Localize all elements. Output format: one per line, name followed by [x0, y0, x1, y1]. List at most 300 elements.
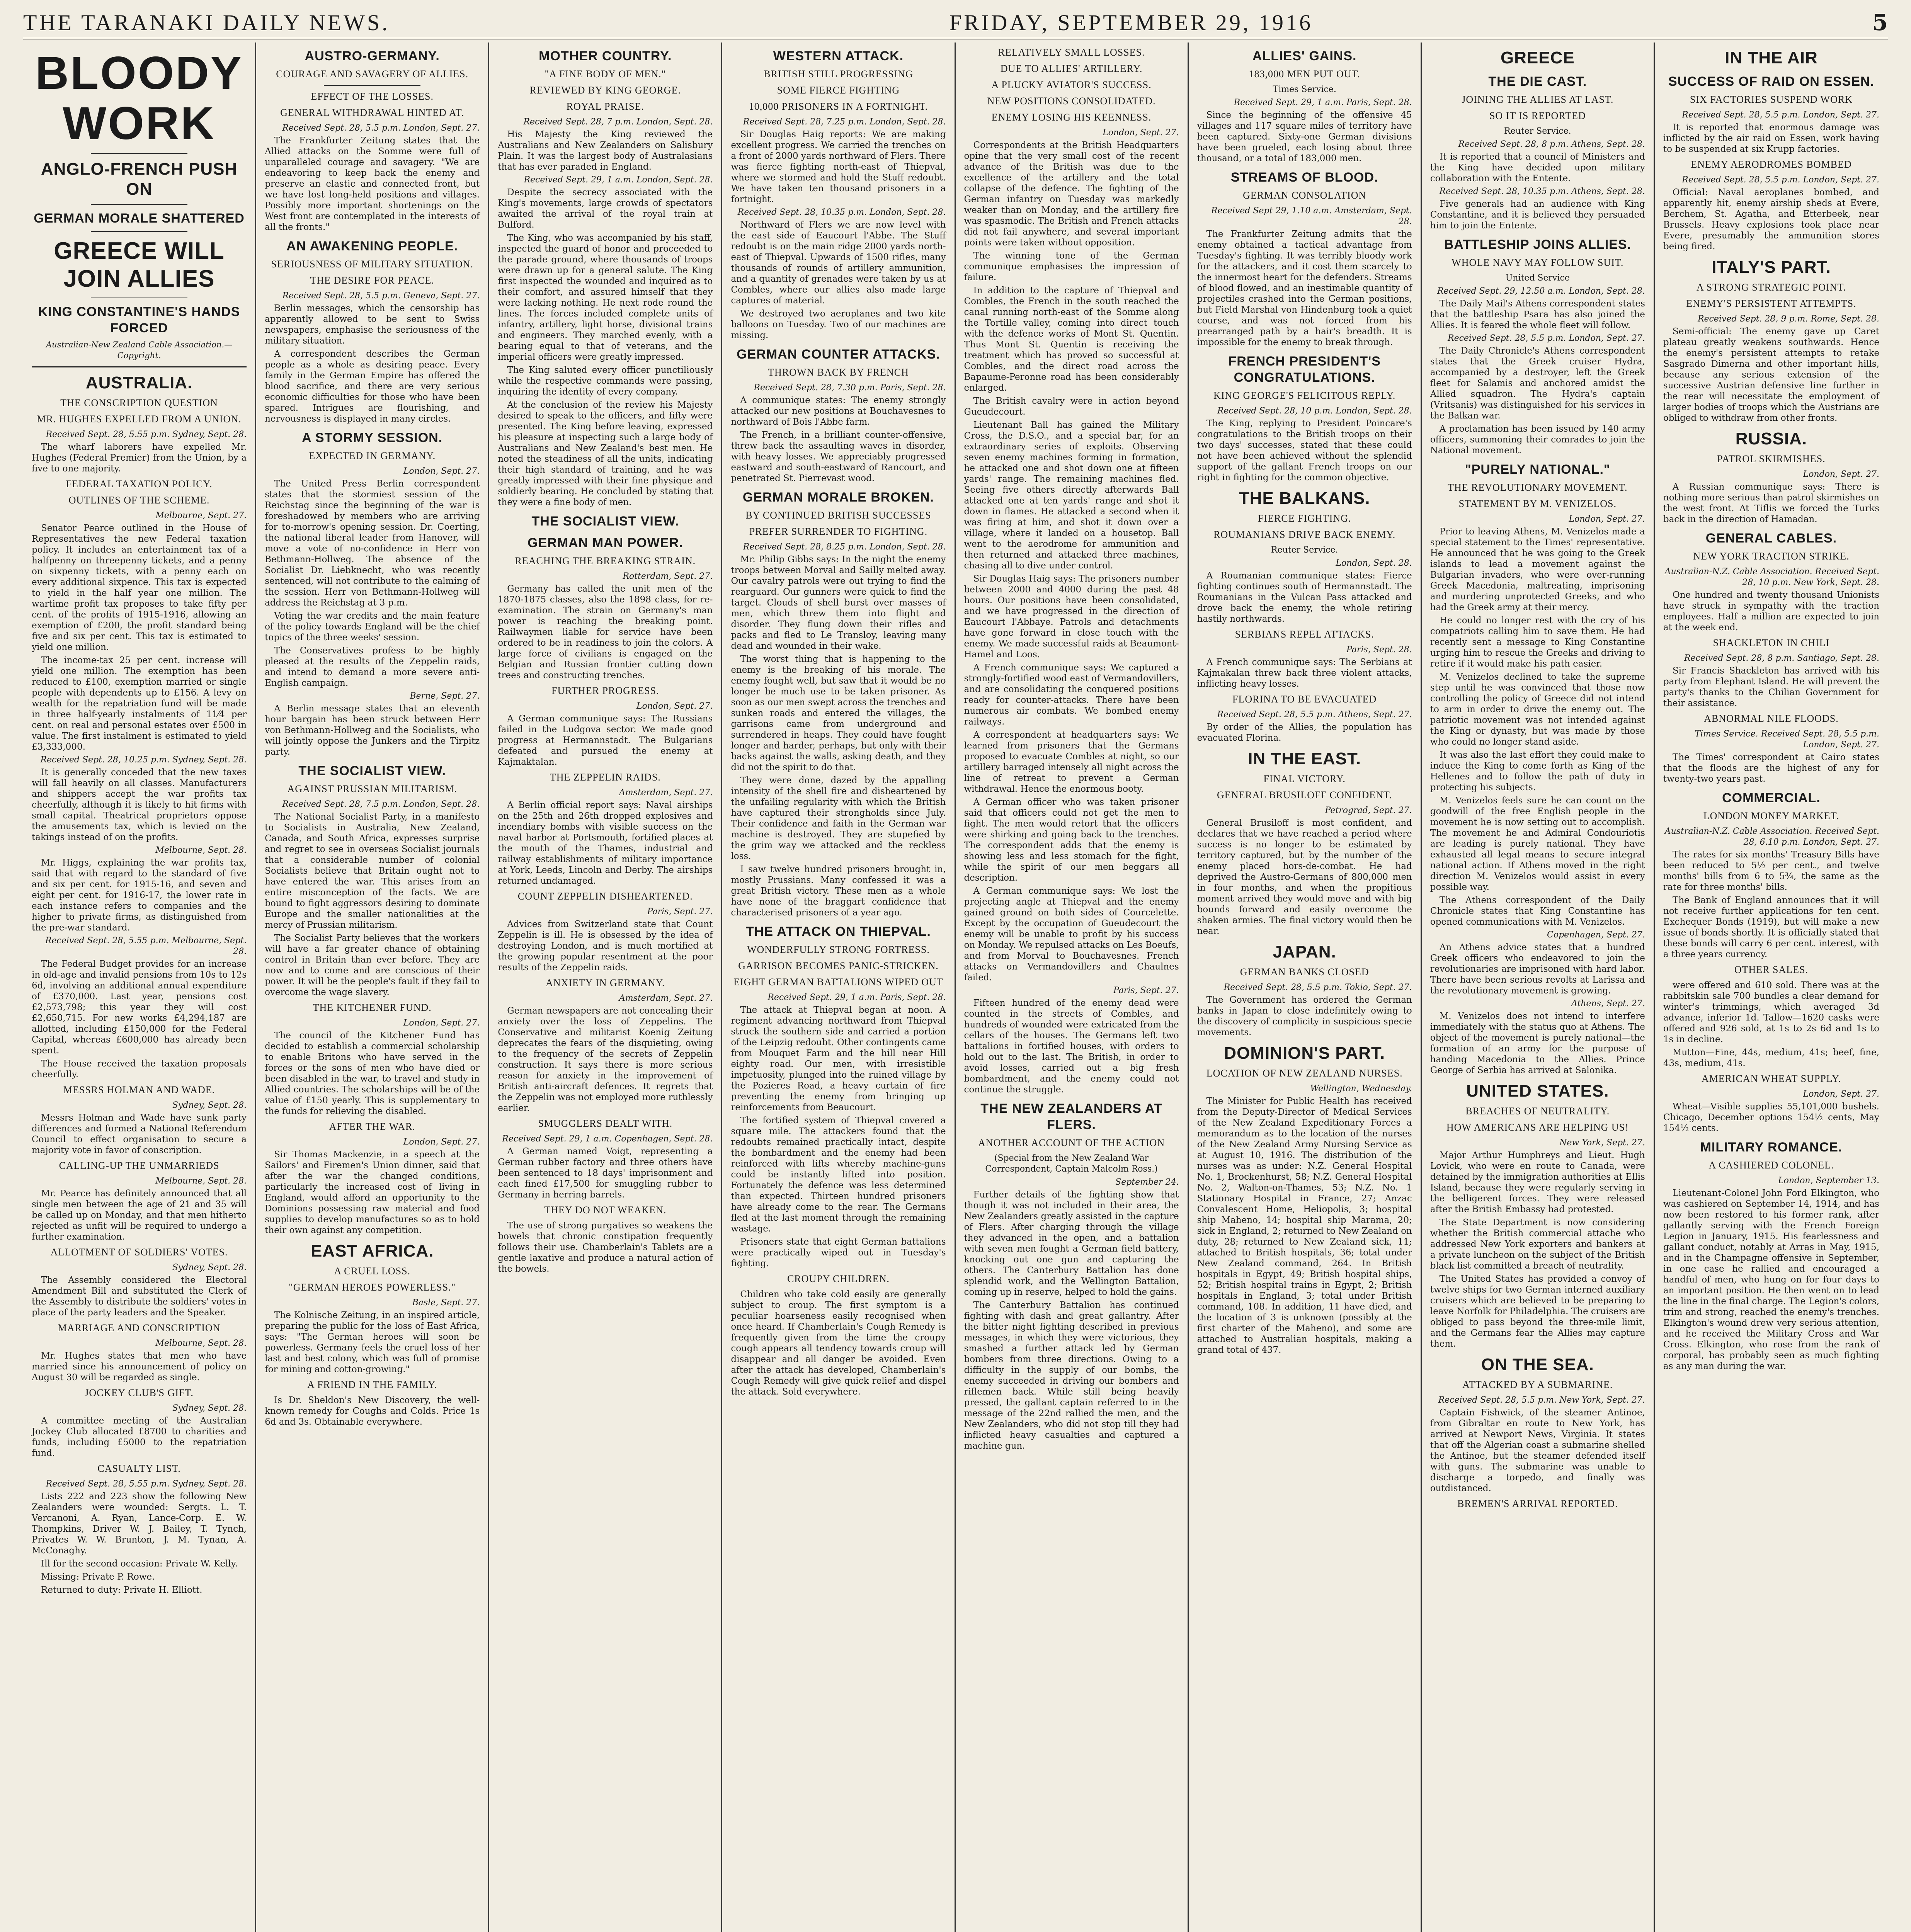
dateline: Received Sept. 28, 10.35 p.m. Athens, Sept. 28.: [1439, 187, 1645, 196]
dateline: London, Sept. 27.: [1569, 514, 1645, 524]
article-paragraph: The Daily Chronicle's Athens correspondent states that the Greek cruiser Hydra, accompanied by a destroyer, left the Greek fleet for Salamis and anchored amidst the Allied squadron. The Hydra's captain (Vritsanis) was distinguished for his services in the Balkan war.: [1430, 346, 1645, 421]
dateline: Received Sept. 28, 7.25 p.m. London, Sept. 28.: [743, 117, 946, 127]
article-paragraph: It is generally conceded that the new taxes will fall heavily on all classes. Manufacturers and shippers accept the war profits tax cheerfully, although it is likely to hit firms with small capital. Theatrical proprietors oppose the amusements tax, which is levied on the takings instead of on the profits.: [32, 767, 247, 842]
subhead: COURAGE AND SAVAGERY OF ALLIES.: [276, 68, 469, 80]
headline-deck: KING CONSTANTINE'S HANDS FORCED: [38, 304, 240, 335]
column-3: [489, 43, 722, 1932]
article-paragraph: He could no longer rest with the cry of his compatriots calling him to save them. He had recently sent a message to King Constantine urging him to rescue the Greeks and driving to retire if it would make his path easier.: [1430, 616, 1645, 669]
article-paragraph: Prior to leaving Athens, M. Venizelos made a special statement to the Times' representative. He announced that he was going to the Greek islands to lead a movement against the Bulgarian invaders, who were over-running Greek Macedonia, maltreating, imprisoning and murdering unprotected Greeks, and who had the Greek army at their mercy.: [1430, 527, 1645, 612]
dateline: Received Sept. 28, 5.55 p.m. Sydney, Sept. 28.: [46, 1479, 247, 1489]
subhead: BY CONTINUED BRITISH SUCCESSES: [745, 510, 931, 521]
dateline: Received Sept. 28, 5.5 p.m. London, Sept. 27.: [1448, 333, 1645, 343]
section-title: ITALY'S PART.: [1712, 258, 1831, 277]
subhead: BREMEN'S ARRIVAL REPORTED.: [1457, 1498, 1618, 1509]
article-paragraph: The Conservatives profess to be highly pleased at the results of the Zeppelin raids, and intend to demand a more severe anti-English campaign.: [265, 646, 480, 688]
article-paragraph: Lieutenant Ball has gained the Military Cross, the D.S.O., and a special bar, for an extraordinary series of exploits. Observing seven enemy machines forming in formation, he attacked one and shot down one at fifteen yards' range. The remaining machines fled. Seeing five others directly afterwards Ball attacked one at ten yards' range and shot it down in flames. He attacked a second when it was firing at him, and shot it down over a village, where it landed on a housetop. Ball went to the aerodrome for ammunition and then returned and attacked three machines, chasing all to dive under control.: [964, 420, 1179, 571]
dateline: Received Sept. 29, 1 a.m. Paris, Sept. 28.: [1234, 98, 1412, 107]
article-paragraph: A German named Voigt, representing a German rubber factory and three others have been sentenced to 18 days' imprisonment and each fined £17,500 for smuggling rubber to Germany in herring barrels.: [498, 1146, 713, 1200]
article-paragraph: The King, replying to President Poincare's congratulations to the British troops on their two days' successes, stated that these could not have been achieved without the splendid support of the gallant French troops on our right in fighting for the common objective.: [1197, 418, 1412, 483]
article-paragraph: Returned to duty: Private H. Elliott.: [41, 1585, 203, 1595]
article-paragraph: Northward of Flers we are now level with the east side of Eaucourt l'Abbe. The Stuff redoubt is on the main ridge 2000 yards north-east of Thiepval. Upwards of 1500 rifles, many thousands of rounds of artillery ammunition, and a quantity of grenades were taken by us at Combles, where our allies also made large captures of material.: [731, 220, 946, 306]
article-paragraph: A French communique says: We captured a strongly-fortified wood east of Vermandovillers, and are consolidating the conquered positions ready for counter-attacks. There have been numerous air combats. We bombed enemy railways.: [964, 663, 1179, 727]
article-paragraph: I saw twelve hundred prisoners brought in, mostly Prussians. Many confessed it was a great British victory. These men as a whole have none of the braggart confidence that characterised prisoners of a year ago.: [731, 864, 946, 918]
dateline: Copenhagen, Sept. 27.: [1547, 930, 1645, 940]
subhead: PATROL SKIRMISHES.: [1717, 453, 1826, 464]
dateline: Received Sept. 28, 5.5 p.m. Geneva, Sept. 27.: [282, 291, 480, 301]
article-paragraph: were offered and 610 sold. There was at the rabbitskin sale 700 bundles a clear demand for winter's trimmings, which averaged 3d advance, inferior 1d. Tallow—1620 casks were offered and 926 sold, at 1s to 2s 6d and 1s to 1s in decline.: [1663, 980, 1879, 1044]
issue-date: FRIDAY, SEPTEMBER 29, 1916: [949, 10, 1313, 35]
subhead: SHACKLETON IN CHILI: [1713, 637, 1830, 648]
subhead: ALLOTMENT OF SOLDIERS' VOTES.: [50, 1247, 228, 1258]
article-paragraph: A correspondent describes the German people as a whole as desiring peace. Every family in the German Empire has offered the blood sacrifice, and there are very serious economic difficulties for those who have been spared. Intrigues are flourishing, and nervousness is displayed in many circles.: [265, 349, 480, 424]
article-paragraph: The Frankfurter Zeitung admits that the enemy obtained a tactical advantage from Tuesday's fighting. It was terribly bloody work for the attackers, and it cost them scarcely to the innermost heart for the defenders. Streams of blood flowed, and an inestimable quantity of projectiles crashed into the German positions, but Field Marshal von Hindenburg took a quiet course, and was not forced from his prearranged path by a hair's breadth. It is impossible for the enemy to break through.: [1197, 229, 1412, 347]
dateline: Received Sept. 28, 7 p.m. London, Sept. 28.: [523, 117, 713, 127]
article-paragraph: Mr. Higgs, explaining the war profits tax, said that with regard to the standard of five and six per cent. for 1915-16, and seven and eight per cent. for 1916-17, the lower rate in each instance refers to companies and the higher to private firms, as distinguished from the pre-war standard.: [32, 858, 247, 933]
dateline: Amsterdam, Sept. 27.: [619, 788, 713, 798]
section-title: AUSTRO-GERMANY.: [305, 49, 440, 63]
article-paragraph: The Daily Mail's Athens correspondent states that the battleship Psara has also joined the Allies. It is feared the whole fleet will follow.: [1430, 299, 1645, 330]
subhead: ANXIETY IN GERMANY.: [546, 977, 665, 988]
section-title: MOTHER COUNTRY.: [539, 49, 672, 63]
section-title: RUSSIA.: [1735, 429, 1807, 448]
section-title: DOMINION'S PART.: [1224, 1044, 1385, 1063]
article-paragraph: The Socialist Party believes that the workers will have a far greater chance of obtaining control in Britain than ever before. They are now and to come and are conscious of their power. It will be the people's fault if they fail to overcome the wage slavery.: [265, 933, 480, 997]
article-paragraph: The Federal Budget provides for an increase in old-age and invalid pensions from 10s to 12s 6d, involving an additional annual expenditure of £370,000. Last year, pensions cost £2,573,798; this year they will cost £2,650,715. For new works £4,294,187 are allotted, including £150,000 for the Federal Capital, whereas £600,000 has already been spent.: [32, 959, 247, 1056]
article-paragraph: Major Arthur Humphreys and Lieut. Hugh Lovick, who were en route to Canada, were detained by the immigration authorities at Ellis Island, because they were regularly serving in the belligerent forces. They were released after the British Embassy had protested.: [1430, 1150, 1645, 1214]
dateline: Paris, Sept. 28.: [1346, 645, 1412, 655]
service-credit: Reuter Service.: [1504, 126, 1571, 136]
divider: [324, 85, 420, 86]
section-title: ON THE SEA.: [1481, 1355, 1594, 1374]
section-title: THE DIE CAST.: [1488, 74, 1587, 89]
article-paragraph: Lieutenant-Colonel John Ford Elkington, who was cashiered on September 14, 1914, and has now been restored to his former rank, after gallantly serving with the French Foreign Legion in January, 1915. His fearlessness and gallant conduct, notably at Arras in May, 1915, and in the Champagne offensive in September, in one case he rallied and encouraged a handful of men, who hung on for four days to an important position. He then went on to lead the line in the final charge. The Legion's colors, trim and strong, reached the enemy's trenches. Elkington's wound drew very serious attention, and he received the Military Cross and War Cross. Elkington, who rose from the rank of corporal, has probably seen as much fighting as any man during the war.: [1663, 1188, 1879, 1371]
section-title: IN THE AIR: [1725, 48, 1818, 67]
section-title: THE NEW ZEALANDERS AT FLERS.: [980, 1101, 1162, 1132]
article-paragraph: We destroyed two aeroplanes and two kite balloons on Tuesday. Two of our machines are missing.: [731, 309, 946, 340]
subhead: ROUMANIANS DRIVE BACK ENEMY.: [1213, 529, 1396, 540]
article-paragraph: The Bank of England announces that it will not receive further applications for ten cent. Exchequer Bonds (1919), but will make a new issue of bonds shortly. It is officially stated that these bonds will carry 6 per cent. interest, with a three years currency.: [1663, 895, 1879, 959]
subhead: SERIOUSNESS OF MILITARY SITUATION.: [271, 259, 473, 270]
dateline: London, Sept. 27.: [1803, 469, 1879, 479]
dateline: Received Sept. 28, 10 p.m. London, Sept. 28.: [1217, 406, 1412, 416]
subhead: THE REVOLUTIONARY MOVEMENT.: [1448, 482, 1628, 493]
article-paragraph: Despite the secrecy associated with the King's movements, large crowds of spectators awaited the arrival of the royal train at Bulford.: [498, 187, 713, 230]
dateline: London, Sept. 27.: [636, 701, 713, 711]
subhead: NEW YORK TRACTION STRIKE.: [1693, 551, 1850, 562]
article-paragraph: The council of the Kitchener Fund has decided to establish a commercial scholarship to enable Britons who have served in the forces or the sons of men who have died or been disabled in the war, to travel and study in Allied countries. The scholarships will be of the value of £150 yearly. This is supplementary to the funds for relieving the disabled.: [265, 1031, 480, 1116]
divider: [91, 153, 187, 154]
subhead: STATEMENT BY M. VENIZELOS.: [1458, 498, 1617, 509]
article-paragraph: It was also the last effort they could make to induce the King to come forth as King of the Hellenes and to follow the path of duty in protecting his subjects.: [1430, 750, 1645, 793]
dateline: Received Sept. 28, 8 p.m. Athens, Sept. 28.: [1458, 139, 1645, 149]
section-title: COMMERCIAL.: [1722, 791, 1821, 805]
section-title: WESTERN ATTACK.: [773, 49, 904, 63]
subhead: AMERICAN WHEAT SUPPLY.: [1701, 1073, 1841, 1084]
dateline: Australian-N.Z. Cable Association. Received Sept. 28, 10 p.m. New York, Sept. 28.: [1664, 567, 1879, 587]
dateline: London, Sept. 28.: [1336, 558, 1412, 568]
article-paragraph: The King saluted every officer punctiliously while the respective commands were passing, inquiring the identity of every company.: [498, 365, 713, 397]
subhead: LONDON MONEY MARKET.: [1703, 810, 1840, 821]
dateline: London, Sept. 27.: [403, 1018, 480, 1028]
article-paragraph: They were done, dazed by the appalling intensity of the shell fire and disheartened by the unfailing regularity with which the British have captured their strongholds since July. Their confidence and faith in the German war machine is destroyed. They are stupefied by the grim way we attacked and the reckless loss.: [731, 776, 946, 861]
dateline: Received Sept. 28, 8.25 p.m. London, Sept. 28.: [743, 542, 946, 552]
advertisement: The use of strong purgatives so weakens the bowels that chronic constipation frequently follows their use. Chamberlain's Tablets are a gentle laxative and produce a natural action of the bowels.: [498, 1221, 713, 1274]
subhead: FLORINA TO BE EVACUATED: [1232, 694, 1377, 705]
subhead: PREFER SURRENDER TO FIGHTING.: [749, 526, 928, 537]
subhead: GERMAN CONSOLATION: [1243, 190, 1366, 201]
dateline: New York, Sept. 27.: [1559, 1138, 1645, 1148]
article-paragraph: M. Venizelos declined to take the supreme step until he was convinced that those now controlling the policy of Greece did not intend to arm in order to drive the enemy out. The patriotic movement was not intended against the King or dynasty, but was made by those who could no longer stand aside.: [1430, 672, 1645, 747]
dateline: Received Sept. 28, 10.35 p.m. London, Sept. 28.: [737, 207, 946, 217]
article-paragraph: General Brusiloff is most confident, and declares that we have reached a period where success is no longer to be estimated by territory captured, but by the number of the enemy placed hors-de-combat. He had deprived the Austro-Germans of 800,000 men in four months, and when the propitious moment arrived they would move and with big bounds forward and easily overcome the shaken armies. The final victory would then be near.: [1197, 818, 1412, 936]
masthead: [23, 7, 1888, 39]
dateline: Received Sept. 29, 1 a.m. Paris, Sept. 28.: [767, 993, 946, 1002]
service-credit: Times Service.: [1273, 85, 1336, 94]
article-paragraph: One hundred and twenty thousand Unionists have struck in sympathy with the traction employees. Half a million are expected to join at the week end.: [1663, 590, 1879, 633]
subhead: JOCKEY CLUB'S GIFT.: [85, 1387, 194, 1398]
dateline: Melbourne, Sept. 27.: [155, 511, 247, 520]
article-paragraph: The State Department is now considering whether the British commercial attache who addressed New York exporters and bankers at a private luncheon on the subject of the British black list committed a breach of neutrality.: [1430, 1218, 1645, 1271]
article-paragraph: In addition to the capture of Thiepval and Combles, the French in the south reached the canal running north-east of the Somme along the Tortille valley, coming into direct touch with the defence works of Mont St. Quentin. Thus Mont St. Quentin is receiving the treatment which has proved so successful at Combles, and the direct road across the Bapaume-Peronne road has been considerably enlarged.: [964, 286, 1179, 393]
dateline: Australian-N.Z. Cable Association. Received Sept. 28, 6.10 p.m. London, Sept. 27.: [1664, 827, 1879, 847]
article-paragraph: Ill for the second occasion: Private W. Kelly.: [41, 1559, 238, 1569]
dateline: Amsterdam, Sept. 27.: [619, 993, 713, 1003]
dateline: Melbourne, Sept. 28.: [155, 845, 247, 855]
section-title: BATTLESHIP JOINS ALLIES.: [1444, 237, 1631, 252]
subhead: A FRIEND IN THE FAMILY.: [307, 1379, 437, 1390]
subhead: DUE TO ALLIES' ARTILLERY.: [1000, 63, 1143, 74]
subhead: FURTHER PROGRESS.: [551, 685, 659, 696]
dateline: London, Sept. 27.: [403, 466, 480, 476]
subhead: OUTLINES OF THE SCHEME.: [68, 495, 210, 506]
subhead: ATTACKED BY A SUBMARINE.: [1462, 1379, 1613, 1390]
article-paragraph: An Athens advice states that a hundred Greek officers who endeavored to join the revolutionaries are imprisoned with hard labor. There have been serious revolts at Larissa and the revolutionary movement is growing.: [1430, 942, 1645, 996]
divider: [91, 204, 187, 205]
section-title: AN AWAKENING PEOPLE.: [286, 239, 458, 253]
dateline: Received Sept. 28, 5.5 p.m. London, Sept. 27.: [1682, 175, 1879, 185]
headline-deck: GREECE WILL JOIN ALLIES: [54, 238, 225, 292]
subhead: EIGHT GERMAN BATTALIONS WIPED OUT: [733, 976, 943, 988]
subhead: A CASHIERED COLONEL.: [1708, 1160, 1834, 1171]
divider: [32, 366, 247, 367]
article-paragraph: Since the beginning of the offensive 45 villages and 117 square miles of territory have been captured. Sixty-one German divisions have been grueled, each losing about three thousand, or a total of 183,000 men.: [1197, 110, 1412, 163]
subhead: FEDERAL TAXATION POLICY.: [66, 478, 213, 490]
subhead: THE CONSCRIPTION QUESTION: [60, 397, 218, 408]
subhead: LOCATION OF NEW ZEALAND NURSES.: [1206, 1068, 1403, 1079]
subhead: "A FINE BODY OF MEN.": [545, 68, 666, 80]
article-paragraph: A Russian communique says: There is nothing more serious than patrol skirmishes on the west front. At Tiflis we forced the Turks back in the direction of Hamadan.: [1663, 482, 1879, 524]
subhead: GENERAL WITHDRAWAL HINTED AT.: [280, 107, 465, 118]
article-paragraph: The Assembly considered the Electoral Amendment Bill and substituted the Clerk of the Assembly to distribute the soldiers' votes in place of the party leaders and the Speaker.: [32, 1275, 247, 1318]
dateline: Received Sept. 28, 5.55 p.m. Sydney, Sept. 28.: [46, 430, 247, 439]
dateline: September 24.: [1115, 1177, 1179, 1187]
dateline: Wellington, Wednesday.: [1310, 1084, 1412, 1094]
subhead: THE KITCHENER FUND.: [313, 1002, 432, 1013]
dateline: Received Sept. 28, 9 p.m. Rome, Sept. 28.: [1697, 314, 1879, 324]
article-paragraph: Five generals had an audience with King Constantine, and it is believed they persuaded him to join the Entente.: [1430, 199, 1645, 231]
section-title: JAPAN.: [1273, 942, 1336, 961]
subhead: BRITISH STILL PROGRESSING: [764, 68, 913, 80]
article-paragraph: Sir Douglas Haig reports: We are making excellent progress. We carried the trenches on a front of 2000 yards northward of Flers. There was fierce fighting north-east of Thiepval, where we stormed and hold the Stuff redoubt. We have taken ten thousand prisoners in a fortnight.: [731, 129, 946, 204]
article-paragraph: The United Press Berlin correspondent states that the stormiest session of the Reichstag since the beginning of the war is foreshadowed by members who are arriving for to-morrow's opening session. Dr. Coerting, the national liberal leader from Hanover, will move a vote of no-confidence in Herr von Bethmann-Hollweg. The absence of the Socialist Dr. Liebknecht, who was recently sentenced, will not contribute to the calming of the session. Herr von Bethmann-Hollweg will address the Reichstag at 3 p.m.: [265, 479, 480, 608]
column-4: [722, 43, 955, 1932]
dateline: Rotterdam, Sept. 27.: [623, 571, 713, 581]
section-title: "PURELY NATIONAL.": [1465, 462, 1611, 477]
dateline: Received Sept. 28, 5.55 p.m. Melbourne, Sept. 28.: [45, 936, 247, 956]
subhead: 183,000 MEN PUT OUT.: [1249, 68, 1360, 80]
section-title: THE SOCIALIST VIEW.: [298, 764, 446, 778]
article-paragraph: The Frankfurter Zeitung states that the Allied attacks on the Somme were full of unparalleled courage and savagery. "We are endeavoring to keep back the enemy and preserve an elastic and connected front, but we have lost long-held positions and villages. Possibly more important shortenings on the West front are contemplated in the interests of all the fronts.": [265, 136, 480, 232]
dateline: Received Sept. 28, 5.5 p.m. London, Sept. 27.: [282, 123, 480, 133]
subhead: EFFECT OF THE LOSSES.: [311, 91, 434, 102]
subhead: SO IT IS REPORTED: [1489, 110, 1586, 121]
dateline: Received Sept. 28, 8 p.m. Santiago, Sept. 28.: [1684, 653, 1879, 663]
column-7: [1422, 43, 1655, 1932]
subhead: A STRONG STRATEGIC POINT.: [1696, 282, 1846, 293]
article-paragraph: Mr. Pearce has definitely announced that all single men between the age of 21 and 35 will be called up on Monday, and that men hitherto rejected as unfit will be required to undergo a further examination.: [32, 1189, 247, 1242]
subhead: GARRISON BECOMES PANIC-STRICKEN.: [738, 960, 939, 971]
subhead: ABNORMAL NILE FLOODS.: [1704, 713, 1839, 724]
dateline: London, Sept. 27.: [1103, 128, 1179, 138]
article-paragraph: M. Venizelos does not intend to interfere immediately with the status quo at Athens. The object of the movement is purely national—the formation of an army for the purpose of handing Macedonia to the Allies. Prince George of Serbia has arrived at Salonika.: [1430, 1011, 1645, 1075]
section-title: THE SOCIALIST VIEW.: [531, 514, 679, 529]
divider: [91, 231, 187, 232]
column-5: [956, 43, 1189, 1932]
section-title: A STORMY SESSION.: [302, 430, 443, 445]
service-credit: Reuter Service.: [1271, 545, 1338, 555]
article-paragraph: Correspondents at the British Headquarters opine that the very small cost of the recent advance of the British was due to the excellence of the artillery and the total collapse of the defence. The fighting of the German infantry on Tuesday was markedly weaker than on Monday, and the artillery fire was spasmodic. The British and French attacks did not fail anywhere, and several important points were taken without opposition.: [964, 140, 1179, 248]
section-title: UNITED STATES.: [1466, 1082, 1609, 1100]
article-paragraph: Mr. Hughes states that men who have married since his announcement of policy on August 30 will be regarded as single.: [32, 1351, 247, 1383]
newspaper-columns: [23, 43, 1888, 1932]
subhead: WHOLE NAVY MAY FOLLOW SUIT.: [1452, 257, 1624, 268]
dateline: Received Sept. 28, 7.5 p.m. London, Sept. 28.: [282, 799, 480, 809]
article-paragraph: The Canterbury Battalion has continued fighting with dash and great gallantry. After the bitter night fighting described in previous messages, in which they were victorious, they smashed a further attack led by German bombers from three directions. Owing to a difficulty in the supply of our bombs, the enemy succeeded in driving our bombers and riflemen back. While still being heavily pressed, the gallant captain referred to in the message of the 22nd rallied the men, and the New Zealanders, who did not stop till they had inflicted heavy casualties and captured a machine gun.: [964, 1300, 1179, 1451]
subhead: 10,000 PRISONERS IN A FORTNIGHT.: [749, 101, 928, 112]
article-paragraph: A Berlin message states that an eleventh hour bargain has been struck between Herr von Bethmann-Hollweg and the Socialists, who will jointly oppose the Junkers and the Tirpitz party.: [265, 704, 480, 757]
subhead: "GERMAN HEROES POWERLESS.": [289, 1282, 456, 1293]
dateline: Paris, Sept. 27.: [647, 907, 713, 917]
subhead: AFTER THE WAR.: [329, 1121, 415, 1132]
column-8: [1655, 43, 1888, 1932]
section-title: THE ATTACK ON THIEPVAL.: [746, 924, 931, 939]
article-paragraph: Sir Douglas Haig says: The prisoners number between 2000 and 4000 during the past 48 hours. Our positions have been consolidated, and we have progressed in the direction of Eaucourt l'Abbaye. Patrols and detachments have gone forward in close touch with the enemy. We made successful raids at Beaumont-Hamel and Loos.: [964, 574, 1179, 660]
article-paragraph: Berlin messages, which the censorship has apparently allowed to be sent to Swiss newspapers, emphasise the seriousness of the military situation.: [265, 303, 480, 346]
article-paragraph: The Athens correspondent of the Daily Chronicle states that King Constantine has opened communications with M. Venizelos.: [1430, 895, 1645, 927]
article-paragraph: The attack at Thiepval began at noon. A regiment advancing northward from Thiepval struck the southern side and carried a portion of the Leipzig redoubt. Other contingents came from Mouquet Farm and the hill near Hill eighty road. Our men, with irresistible impetuosity, plunged into the ruined village by the Pozieres Road, a heavy curtain of fire preventing the enemy from bringing up reinforcements from Beaucourt.: [731, 1005, 946, 1112]
subhead: OTHER SALES.: [1734, 964, 1808, 975]
subhead: WONDERFULLY STRONG FORTRESS.: [747, 944, 930, 955]
dateline: London, Sept. 27.: [403, 1137, 480, 1147]
subhead: ROYAL PRAISE.: [566, 101, 644, 112]
article-paragraph: It is reported that enormous damage was inflicted by the air raid on Essen, work having to be suspended at six Krupp factories.: [1663, 122, 1879, 154]
main-headline: BLOODY WORK: [35, 47, 243, 149]
section-title: AUSTRALIA.: [85, 373, 193, 392]
subhead: COUNT ZEPPELIN DISHEARTENED.: [517, 891, 693, 902]
subhead: THROWN BACK BY FRENCH: [768, 367, 909, 378]
section-title: ALLIES' GAINS.: [1252, 49, 1357, 63]
section-title: EAST AFRICA.: [311, 1242, 434, 1260]
article-paragraph: A German communique says: We lost the projecting angle at Thiepval and the enemy gained ground on both sides of Courcelette. Except by the occupation of Gueudecourt the enemy will be unable to profit by his success on Monday. We repulsed attacks on Les Boeufs, and from Morval to Bouchavesnes. French attacks on Vermandovillers and Chaulnes failed.: [964, 886, 1179, 983]
article-paragraph: The Government has ordered the German banks in Japan to close indefinitely owing to the discovery of complicity in suspicious specie movements.: [1197, 995, 1412, 1037]
article-paragraph: A French communique says: The Serbians at Kajmakalan threw back three violent attacks, inflicting heavy losses.: [1197, 657, 1412, 689]
section-title: GERMAN MORALE BROKEN.: [742, 490, 934, 505]
subhead: GERMAN BANKS CLOSED: [1240, 966, 1369, 978]
article-paragraph: A German officer who was taken prisoner said that officers could not get the men to fight. The men would retort that the officers were shirking and going back to the trenches. The correspondent adds that the enemy is showing less and less stomach for the fight, while the spirit of our men beggars all description.: [964, 797, 1179, 883]
dateline: London, September 13.: [1778, 1176, 1879, 1185]
section-title: MILITARY ROMANCE.: [1700, 1140, 1843, 1155]
article-paragraph: M. Venizelos feels sure he can count on the goodwill of the free English people in the movement he is now setting out to accomplish. The movement he and Admiral Condouriotis are leading is purely national. They have exhausted all legal means to secure integral national action. If Athens moved in the right direction M. Venizelos would assist in every possible way.: [1430, 796, 1645, 892]
article-paragraph: Wheat—Visible supplies 55,101,000 bushels. Chicago, December options 154½ cents, May 154½ cents.: [1663, 1102, 1879, 1133]
subhead: RELATIVELY SMALL LOSSES.: [998, 47, 1145, 58]
dateline: Melbourne, Sept. 28.: [155, 1176, 247, 1186]
copyright-credit: Australian-New Zealand Cable Association.—Copyright.: [46, 340, 233, 360]
subhead: REACHING THE BREAKING STRAIN.: [515, 555, 696, 566]
article-paragraph: German newspapers are not concealing their anxiety over the loss of Zeppelins. The Conservative and militarist Koenig Zeitung deprecates the fears of the disquieting, owing to the frequency of the secrets of Zeppelin construction. It says there is more serious reason for anxiety in the improvement of British anti-aircraft defences. It regrets that the Zeppelin was not employed more ruthlessly earlier.: [498, 1006, 713, 1113]
article-paragraph: A Berlin official report says: Naval airships on the 25th and 26th dropped explosives and incendiary bombs with visible success on the naval harbor at Portsmouth, fortified places at the mouth of the Thames, industrial and railway establishments of military importance at York, Leeds, Lincoln and Derby. The airships returned undamaged.: [498, 800, 713, 886]
dateline: Received Sept. 28, 5.5 p.m. London, Sept. 27.: [1682, 110, 1879, 120]
dateline: Basle, Sept. 27.: [412, 1298, 480, 1308]
article-paragraph: It is reported that a council of Ministers and the King have decided upon military collaboration with the Entente.: [1430, 152, 1645, 184]
article-paragraph: By order of the Allies, the population has evacuated Florina.: [1197, 722, 1412, 743]
column-2: [256, 43, 489, 1932]
headline-deck: ANGLO-FRENCH PUSH ON: [41, 160, 238, 199]
dateline: Times Service. Received Sept. 28, 5.5 p.m. London, Sept. 27.: [1695, 729, 1879, 750]
article-paragraph: The Kolnische Zeitung, in an inspired article, preparing the public for the loss of East Africa, says: "The German heroes will soon be powerless. Germany feels the cruel loss of her last and best colony, which was full of promise for mining and cotton-growing.": [265, 1310, 480, 1374]
subhead: THEY DO NOT WEAKEN.: [544, 1204, 667, 1216]
subhead: SOME FIERCE FIGHTING: [777, 85, 900, 96]
article-paragraph: The income-tax 25 per cent. increase will yield one million. The exemption has been reduced to £100, exemption married or single people with dependents up to £156. A levy on wealth for the repatriation fund will be made in three half-yearly instalments of 11⁄4 per cent. on real and personal estates over £500 in value. The first instalment is estimated to yield £3,333,000.: [32, 655, 247, 752]
dateline: Sydney, Sept. 28.: [172, 1100, 247, 1110]
subhead: NEW POSITIONS CONSOLIDATED.: [987, 95, 1156, 107]
article-paragraph: A proclamation has been issued by 140 army officers, summoning their comrades to join the National movement.: [1430, 424, 1645, 456]
dateline: Received Sept. 28, 10.25 p.m. Sydney, Sept. 28.: [40, 755, 247, 765]
article-paragraph: At the conclusion of the review his Majesty desired to speak to the officers, and fifty were presented. The King before leaving, expressed his pleasure at inspecting such a large body of Australians and New Zealand's best men. He noted the steadiness of all the units, indicating their high standard of training, and he was greatly impressed with their fine physique and soldierly bearing. He concluded by stating that they were a fine body of men.: [498, 400, 713, 507]
article-paragraph: Lists 222 and 223 show the following New Zealanders were wounded: Sergts. L. T. Vercanoni, A. Ryan, Lance-Corp. E. W. Thompkins, Driver W. J. Bailey, T. Tynch, Privates W. W. Brunton, J. M. Tynan, A. McConaghy.: [32, 1492, 247, 1556]
article-paragraph: The wharf laborers have expelled Mr. Hughes (Federal Premier) from the Union, by a five to one majority.: [32, 442, 247, 474]
section-title: IN THE EAST.: [1248, 749, 1361, 768]
subhead: SMUGGLERS DEALT WITH.: [538, 1118, 673, 1129]
section-title: GENERAL CABLES.: [1705, 531, 1837, 546]
headline-deck: GERMAN MORALE SHATTERED: [34, 211, 245, 226]
subhead: A PLUCKY AVIATOR'S SUCCESS.: [991, 79, 1152, 90]
subhead: ENEMY LOSING HIS KEENNESS.: [991, 112, 1152, 123]
dateline: London, Sept. 27.: [1803, 1089, 1879, 1099]
article-paragraph: The National Socialist Party, in a manifesto to Socialists in Australia, New Zealand, Canada, and South Africa, expresses surprise and regret to see in overseas Socialist journals that a considerable number of colonial Socialists believe that Britain ought not to have entered the war. This arises from an entire misconception of the facts. We are bound to fight aggressors desiring to dominate Europe and the smaller nationalities at the mercy of Prussian militarism.: [265, 812, 480, 930]
article-paragraph: Semi-official: The enemy gave up Caret plateau greatly weakens southwards. Hence the enemy's persistent attempts to retake Sasgrado Dimerna and other important hills, because any serious extension of the successive Austrian defensive line further in the rear will necessitate the employment of larger bodies of troops which the Austrians are obliged to withdraw from other fronts.: [1663, 327, 1879, 423]
section-title: STREAMS OF BLOOD.: [1230, 170, 1378, 185]
subhead: CROUPY CHILDREN.: [787, 1273, 890, 1284]
subhead: HOW AMERICANS ARE HELPING US!: [1446, 1122, 1629, 1133]
dateline: Berne, Sept. 27.: [410, 691, 480, 701]
dateline: Athens, Sept. 27.: [1571, 999, 1645, 1009]
article-paragraph: Prisoners state that eight German battalions were practically wiped out in Tuesday's fighting.: [731, 1237, 946, 1269]
dateline: Received Sept. 29, 1 a.m. Copenhagen, Sept. 28.: [502, 1134, 713, 1144]
section-title: GERMAN MAN POWER.: [528, 536, 683, 550]
article-paragraph: The House received the taxation proposals cheerfully.: [32, 1059, 247, 1080]
subhead: SERBIANS REPEL ATTACKS.: [1235, 629, 1374, 640]
article-paragraph: The United States has provided a convoy of twelve ships for two German interned auxiliary cruisers which are believed to be preparing to leave Norfolk for Philadelphia. The cruisers are obliged to pass beyond the three-mile limit, and the Germans fear the Allies may capture them.: [1430, 1274, 1645, 1349]
subhead: JOINING THE ALLIES AT LAST.: [1462, 94, 1614, 105]
article-paragraph: The fortified system of Thiepval covered a square mile. The attackers found that the redoubts remained practically intact, despite the bombardment and the enemy had been reinforced with lifts whereby machine-guns could be instantly lifted into position. Fortunately the defence was less determined than expected. Thirteen hundred prisoners have already come to the rear. The Germans fled at the last moment through the remaining wastage.: [731, 1116, 946, 1234]
article-paragraph: Mr. Philip Gibbs says: In the night the enemy troops between Morval and Sailly melted away. Our cavalry patrols were out trying to find the rearguard. Our gunners were quick to find the target. Clouds of shell burst over masses of men, which threw them into flight and disorder. They flung down their rifles and packs and fled to Le Transloy, leaving many dead and wounded in their wake.: [731, 554, 946, 651]
subhead: GENERAL BRUSILOFF CONFIDENT.: [1217, 789, 1392, 801]
subhead: EXPECTED IN GERMANY.: [309, 450, 436, 461]
article-paragraph: A correspondent at headquarters says: We learned from prisoners that the Germans proposed to evacuate Combles at night, so our artillery barraged intensely all night across the line of retreat to prevent a German withdrawal. Hence the enormous booty.: [964, 730, 1179, 794]
dateline: Received Sept. 28, 5.5 p.m. New York, Sept. 27.: [1438, 1395, 1645, 1405]
section-title: THE BALKANS.: [1239, 489, 1370, 508]
article-paragraph: Mutton—Fine, 44s, medium, 41s; beef, fine, 43s, medium, 41s.: [1663, 1048, 1879, 1068]
service-credit: United Service: [1505, 273, 1570, 283]
article-paragraph: A German communique says: The Russians failed in the Ludgova sector. We made good progress at Hermannstadt. The Bulgarians defeated and pursued the enemy at Kajmaktalan.: [498, 714, 713, 767]
article-paragraph: Senator Pearce outlined in the House of Representatives the new Federal taxation policy. It includes an entertainment tax of a halfpenny on threepenny tickets, and a penny on sixpenny tickets, with a penny each on every additional sixpence. This tax is expected to yield in the half year one million. The wartime profit tax proposes to take fifty per cent. of the profits of 1915-1916, allowing an exemption of £200, the profit standard being five and six per cent. This tax is estimated to yield one million.: [32, 523, 247, 652]
article-paragraph: The winning tone of the German communique emphasises the impression of failure.: [964, 251, 1179, 282]
subhead: REVIEWED BY KING GEORGE.: [529, 85, 681, 96]
column-6: [1189, 43, 1422, 1932]
subhead: THE ZEPPELIN RAIDS.: [550, 772, 661, 783]
article-paragraph: The Minister for Public Health has received from the Deputy-Director of Medical Services of the New Zealand Expeditionary Forces a memorandum as to the location of the nurses of the New Zealand Army Nursing Service as at August 10, 1916. The distribution of the nurses was as under: N.Z. General Hospital No. 1, Brockenhurst, 58; N.Z. General Hospital No. 2, Walton-on-Thames, 53; N.Z. No. 1 Stationary Hospital in France, 27; Anzac Convalescent Home, Heliopolis, 3; hospital ship Maheno, 14; hospital ship Marama, 20; sick in England, 2; returned to New Zealand on duty, 28; returned to New Zealand sick, 11; attached to British hospitals, 36; total under New Zealand command, 264. In British hospitals in Egypt, 49; British hospital ships, 52; British hospital trains in Egypt, 2; British hospitals in England, 3; total under British command, 108. In addition, 11 have died, and the location of 3 is unknown (possibly at the first charter of the Maheno), and some are attached to Australian hospitals, making a grand total of 437.: [1197, 1096, 1412, 1355]
article-paragraph: Messrs Holman and Wade have sunk party differences and formed a National Referendum Council to effect organisation to secure a majority vote in favor of conscription.: [32, 1113, 247, 1155]
article-paragraph: A communique states: The enemy strongly attacked our new positions at Bouchavesnes to northward of Bois l'Abbe farm.: [731, 395, 946, 427]
dateline: Received Sept. 29, 1 a.m. London, Sept. 28.: [524, 175, 713, 185]
subhead: ANOTHER ACCOUNT OF THE ACTION: [978, 1137, 1165, 1148]
dateline: Paris, Sept. 27.: [1113, 986, 1179, 995]
article-paragraph: The French, in a brilliant counter-offensive, threw back the assaulting waves in disorder, with heavy losses. We appreciably progressed eastward and south-eastward of Rancourt, and penetrated St. Pierrevast wood.: [731, 430, 946, 483]
dateline: Petrograd, Sept. 27.: [1325, 806, 1412, 815]
dateline: Received Sept. 28, 5.5 p.m. Athens, Sept. 27.: [1217, 710, 1412, 719]
article-paragraph: Germany has called the unit men of the 1870-1875 classes, also the 1898 class, for re-examination. The strain on Germany's man power is reaching the breaking point. Railwaymen liable for service have been ordered to be in readiness to join the colors. A large force of civilians is engaged on the Belgian and Russian frontier cutting down trees and constructing trenches.: [498, 584, 713, 680]
article-paragraph: His Majesty the King reviewed the Australians and New Zealanders on Salisbury Plain. It was the largest body of Australasians that has ever paraded in England.: [498, 129, 713, 172]
subhead: A CRUEL LOSS.: [334, 1265, 411, 1277]
paper-name: THE TARANAKI DAILY NEWS.: [23, 10, 390, 35]
article-paragraph: The worst thing that is happening to the enemy is the breaking of his morale. The enemy fought well, but saw that it would be no longer be much use to be taken prisoner. As soon as our men swept across the trenches and sunken roads and entered the villages, the garrisons came from underground and surrendered in heaps. They could have fought longer and harder, perhaps, but only with their backs against the walls, asking death, and they did not the spirit to do that.: [731, 654, 946, 772]
article-paragraph: The King, who was accompanied by his staff, inspected the guard of honor and proceeded to the parade ground, where thousands of troops were drawn up for a general salute. The King first inspected the wounded and inquired as to their comfort, and assured himself that they were lacking nothing. He next rode round the lines. The forces included complete units of infantry, artillery, light horse, divisional trains and engineers. They marched evenly, with a bearing equal to that of veterans, and the imperial officers were greatly impressed.: [498, 233, 713, 362]
article-paragraph: Fifteen hundred of the enemy dead were counted in the streets of Combles, and hundreds of wounded were extricated from the cellars of the houses. The Germans left two battalions in fortified houses, with orders to hold out to the last. The British, in order to avoid losses, carried out a big fresh bombardment, and the enemy could not continue the struggle.: [964, 998, 1179, 1095]
dateline: Received Sept. 29, 12.50 a.m. London, Sept. 28.: [1437, 286, 1645, 296]
article-paragraph: Captain Fishwick, of the steamer Antinoe, from Gibraltar en route to New York, has arrived at Newport News, Virginia. It states that off the Algerian coast a submarine shelled the Antinoe, but the steamer defended itself with guns. The submarine was unable to discharge a torpedo, and finally was outdistanced.: [1430, 1408, 1645, 1493]
section-title: GREECE: [1500, 48, 1575, 67]
subhead: SIX FACTORIES SUSPEND WORK: [1690, 94, 1853, 105]
subhead: AGAINST PRUSSIAN MILITARISM.: [287, 783, 457, 794]
subhead: CALLING-UP THE UNMARRIEDS: [59, 1160, 220, 1171]
section-title: GERMAN COUNTER ATTACKS.: [737, 347, 940, 362]
article-paragraph: The rates for six months' Treasury Bills have been reduced to 5½ per cent., and twelve months' bills from 6 to 5¾, the same as the rate for three months' bills.: [1663, 850, 1879, 892]
subhead: MESSRS HOLMAN AND WADE.: [63, 1084, 215, 1095]
article-paragraph: Further details of the fighting show that though it was not included in their area, the New Zealanders greatly assisted in the capture of Flers. After charging through the village they advanced in the open, and a battalion with seven men fought a German field battery, knocking out one gun and capturing the others. The Canterbury Battalion has done splendid work, and the Wellington Battalion, coming up in reserve, helped to hold the gains.: [964, 1190, 1179, 1297]
subhead: KING GEORGE'S FELICITOUS REPLY.: [1213, 390, 1396, 401]
article-paragraph: Advices from Switzerland state that Count Zeppelin is ill. He is obsessed by the idea of destroying London, and is much mortified at the growing popular resentment at the poor results of the Zeppelin raids.: [498, 919, 713, 973]
subhead: FIERCE FIGHTING.: [1258, 513, 1351, 524]
article-paragraph: The British cavalry were in action beyond Gueudecourt.: [964, 396, 1179, 417]
subhead: THE DESIRE FOR PEACE.: [310, 275, 434, 286]
subhead: ENEMY AERODROMES BOMBED: [1691, 159, 1852, 170]
subhead: MARRIAGE AND CONSCRIPTION: [58, 1322, 221, 1333]
byline: (Special from the New Zealand War Correspondent, Captain Malcolm Ross.): [985, 1153, 1158, 1174]
dateline: Received Sept 29, 1.10 a.m. Amsterdam, Sept. 28.: [1211, 206, 1412, 226]
section-title: SUCCESS OF RAID ON ESSEN.: [1668, 74, 1875, 89]
subhead: CASUALTY LIST.: [97, 1463, 181, 1474]
dateline: Received Sept. 28, 5.5 p.m. Tokio, Sept. 27.: [1224, 983, 1412, 992]
article-paragraph: Missing: Private P. Rowe.: [41, 1572, 155, 1582]
advertisement: Children who take cold easily are generally subject to croup. The first symptom is a peculiar hoarseness easily recognised when once heard. If Chamberlain's Cough Remedy is frequently given from the time the croupy cough appears all tendency towards croup will disappear and all danger be avoided. Even after the attack has developed, Chamberlain's Cough Remedy will give quick relief and dispel the attack. Sold everywhere.: [731, 1289, 946, 1397]
article-paragraph: Official: Naval aeroplanes bombed, and apparently hit, enemy airship sheds at Evere, Berchem, St. Agatha, and Etterbeek, near Brussels. Heavy explosions took place near Evere, presumably the ammunition stores being fired.: [1663, 187, 1879, 252]
page-number: 5: [1872, 9, 1888, 36]
dateline: Sydney, Sept. 28.: [172, 1403, 247, 1413]
article-paragraph: A committee meeting of the Australian Jockey Club allocated £8700 to charities and funds, including £5000 to the repatriation fund.: [32, 1416, 247, 1458]
article-paragraph: Sir Thomas Mackenzie, in a speech at the Sailors' and Firemen's Union dinner, said that after the war the changed conditions, particularly the increased cost of living in England, would afford an opportunity to the Dominions possessing raw material and food supplies to develop manufactures so as to hold their own against any competition.: [265, 1150, 480, 1235]
section-title: FRENCH PRESIDENT'S CONGRATULATIONS.: [1228, 354, 1381, 385]
column-1: [23, 43, 256, 1932]
